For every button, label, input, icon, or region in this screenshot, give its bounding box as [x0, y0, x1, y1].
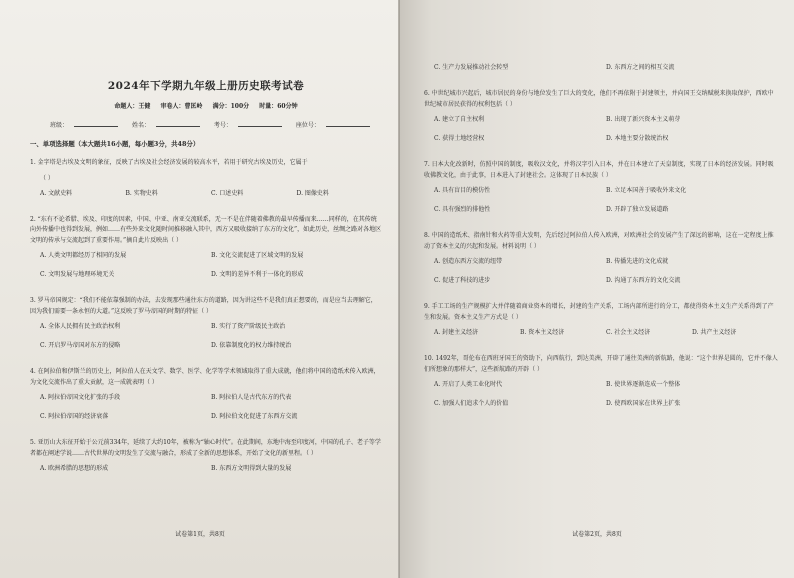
option: D. 东西方之间的相互交流 — [606, 64, 675, 71]
option: B. 出现了新兴资本主义萌芽 — [606, 116, 681, 123]
option: B. 实行了资产阶级民主政治 — [211, 323, 286, 330]
option: D. 图像史料 — [296, 189, 329, 197]
question-5-options-cont — [434, 62, 778, 81]
option: C. 促进了科技的进步 — [434, 277, 491, 284]
option: D. 文明的差异不利于一体化的形成 — [211, 271, 304, 278]
page-footer: 试卷第1页，共8页 — [175, 531, 225, 538]
option: C. 阿拉伯帝国的经济衰落 — [40, 413, 109, 420]
author: 命题人：王健 — [114, 103, 151, 110]
option: D. 依靠制度化的权力维持统治 — [211, 342, 292, 349]
reviewer: 审卷人：曹匡岭 — [160, 103, 203, 110]
question-9-options — [434, 327, 778, 346]
option: D. 使西欧国家在世界上扩张 — [606, 400, 681, 407]
option: B. 阿拉伯人是古代东方的代表 — [211, 394, 292, 401]
question-4-options — [40, 392, 382, 430]
question-1-options — [40, 188, 382, 207]
option: D. 阿拉伯文化促进了东西方交流 — [211, 413, 298, 420]
section-heading: 一、单项选择题（本大题共16小题，每小题3分，共48分） — [30, 140, 200, 148]
exam-page-2 — [400, 0, 794, 578]
question-7-options — [434, 185, 778, 223]
option: C. 具有强烈的排他性 — [434, 206, 491, 213]
student-info-line — [50, 120, 382, 129]
question-7: 7. 日本大化改新时，仿照中国的制度，吸收汉文化，并将汉字引入日本，并在日本建立了天皇制度，实现了日本的经济发展。同时吸收佛教文化，由于此事，日本进入了封建社会。这体现了日本民族（ ） — [424, 161, 774, 179]
option: B. 使世界逐渐连成一个整体 — [606, 381, 681, 388]
question-3: 3. 罗马帝国规定：“我们不能依靠强制的办法，去发现那些通往东方的道路，因为讲这些不是我们真正想要的，而是应当去理解它，因为我们需要一条永恒的大道。”这反映了罗马帝国的时期的特征（ ） — [30, 297, 377, 315]
question-10: 10. 1492年，哥伦布在西班牙国王的资助下，向西航行，到达美洲，开辟了通往美洲的新航路，他说：“这个世界是圆的，它并不像人们所想象的那样大”，这些新航路的开辟（ ） — [424, 355, 778, 373]
exam-info-line — [30, 101, 382, 110]
question-1: 1. 金字塔是古埃及文明的象征，反映了古埃及社会经济发展的较高水平，若用于研究古埃及历史，它属于 — [30, 159, 308, 166]
option: A. 创造东西方交流的纽带 — [434, 258, 503, 265]
option: C. 文明发展与地理环境无关 — [40, 271, 115, 278]
question-9: 9. 手工工场的生产规模扩大并伴随着商业资本的增长，封建的生产关系，工场内部所进行的分工，都使得资本主义生产关系得到了产生和发展。资本主义生产方式是（ ） — [424, 303, 774, 321]
option: D. 本地主要分散统治权 — [606, 135, 669, 142]
page-footer: 试卷第2页，共8页 — [572, 531, 622, 538]
question-5: 5. 亚历山大东征开始于公元前334年，延续了大约10年，被称为“轴心时代”。在此期间，东地中海至印度河，中国的孔子、老子等学者都在阐述学说……古代世界的文明发生了交流与融合，形成了全新的思想体系，开始了文化的新里程。（ ） — [30, 439, 381, 457]
question-2: 2. “东有不论希腊、埃及、印度的因素，中国、中亚、南亚交流联系，无一不是在伴随着佛教的最早传播而来……同样的，在其传统向外传播中也得到发展，例如……有些外来文化随时间推移融入其中，西方又吸收接纳了东方的文化”，如此历史，丝绸之路对各地区文明的传承与交流起到了重要作用。”摘自此片反映出（ ） — [30, 215, 382, 244]
question-6-options — [434, 114, 778, 152]
seat-number-field[interactable]: 座位号： — [296, 122, 376, 129]
option: C. 社会主义经济 — [606, 329, 651, 336]
option: B. 传播先进的文化成就 — [606, 258, 669, 265]
time-limit: 时量：60分钟 — [259, 103, 298, 110]
option: A. 人类文明都经历了相同的发展 — [40, 252, 127, 259]
exam-title: 2024年下学期九年级上册历史联考试卷 — [107, 80, 305, 92]
option: C. 获得土地经营权 — [434, 135, 485, 142]
option: A. 阿拉伯帝国文化扩张的手段 — [40, 394, 121, 401]
option: D. 沟通了东西方的文化交流 — [606, 277, 681, 284]
option: A. 开启了人类工业化时代 — [434, 381, 503, 388]
option: A. 欧洲希腊的思想的形成 — [40, 465, 109, 472]
option: A. 具有盲目的模仿性 — [434, 187, 491, 194]
option: C. 开启罗马帝国对东方的侵略 — [40, 342, 121, 349]
option: B. 文化交流促进了区域文明的发展 — [211, 252, 304, 259]
option: C. 生产力发展推动社会转型 — [434, 64, 509, 71]
question-4: 4. 在阿拉伯和伊斯兰的历史上，阿拉伯人在天文学、数学、医学、化学等学术领域取得了重大成就，他们将中国的造纸术传入欧洲，为文化交流作出了重大贡献，这一成就表明（ ） — [30, 368, 380, 386]
question-10-options — [434, 379, 778, 417]
option: B. 立足本国善于吸收外来文化 — [606, 187, 687, 194]
option: B. 实物史料 — [125, 189, 158, 197]
full-score: 满分：100分 — [212, 103, 250, 110]
option: C. 口述史料 — [211, 189, 244, 197]
question-8-options — [434, 256, 778, 294]
answer-blank: （ ） — [40, 174, 54, 182]
question-3-options — [40, 321, 382, 359]
name-field[interactable]: 姓名： — [132, 122, 206, 129]
question-8: 8. 中国的造纸术、指南针和火药等重大发明，先后经过阿拉伯人传入欧洲，对欧洲社会的发展产生了深远的影响，这在一定程度上推动了资本主义的兴起和发展。材料说明（ ） — [424, 232, 774, 250]
option: A. 建立了自主权利 — [434, 116, 485, 123]
option: B. 东西方文明得到大量的发展 — [211, 465, 292, 472]
option: D. 开辟了独立发展道路 — [606, 206, 669, 213]
option: C. 加强人们追求个人的价值 — [434, 400, 509, 407]
option: B. 资本主义经济 — [520, 329, 565, 336]
option: D. 共产主义经济 — [692, 329, 737, 336]
question-5-options — [40, 463, 382, 482]
question-6: 6. 中世纪城市兴起后，城市居民的身份与地位发生了巨大的变化，他们不再依附于封建领主，并向国王交纳赋税来换取保护，西欧中世纪城市居民获得的权利包括（ ） — [424, 90, 774, 108]
class-field[interactable]: 班级： — [50, 122, 124, 129]
option: A. 封建主义经济 — [434, 329, 479, 336]
option: A. 文献史料 — [40, 189, 73, 197]
question-2-options — [40, 250, 382, 288]
option: A. 全体人民拥有民主政治权利 — [40, 323, 121, 330]
exam-number-field[interactable]: 考号： — [214, 122, 288, 129]
